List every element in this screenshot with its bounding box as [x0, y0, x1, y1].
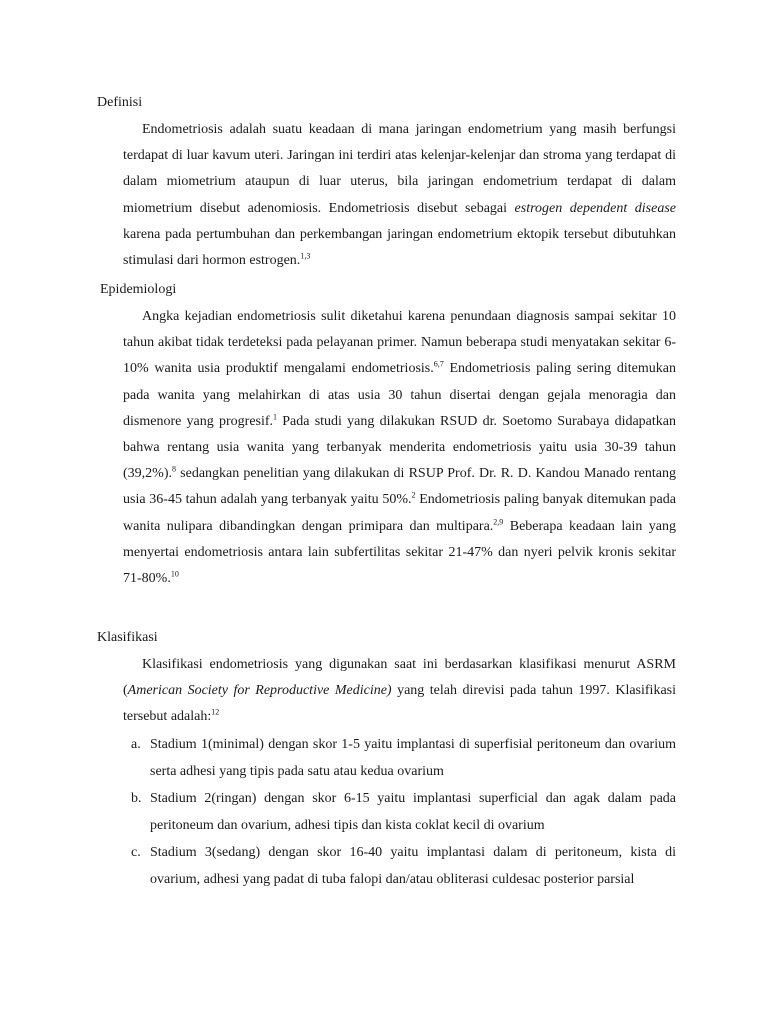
- heading-epidemiologi: Epidemiologi: [100, 282, 177, 297]
- epi-reference-2: 1: [273, 412, 278, 422]
- definisi-text-2: karena pada pertumbuhan dan perkembangan jaringan endometrium ektopik tersebut dibutuhkan stimulasi dari hormon estrogen.: [123, 226, 676, 269]
- list-item-marker: c.: [131, 845, 141, 861]
- epi-text-4: sedangkan penelitian yang dilakukan di RSUP Prof. Dr. R. D. Kandou Manado rentang usia 36-45 tahun adalah yang terbanyak yaitu 50%.: [123, 466, 676, 508]
- definisi-reference: 1,3: [300, 251, 311, 261]
- epi-reference-3: 8: [172, 464, 176, 474]
- stadium-list: [123, 732, 676, 895]
- epi-reference-6: 10: [170, 569, 179, 579]
- list-item: [123, 786, 676, 839]
- list-item-marker: a.: [131, 737, 141, 752]
- epi-text-1: Angka kejadian endometriosis sulit diketahui karena penundaan diagnosis sampai sekitar 10 tahun akibat tidak terdeteksi pada pelayanan primer. Namun beberapa studi menyatakan sekitar 6-10% wanita usia produktif mengalami endometriosis.: [123, 309, 676, 377]
- list-item-text: Stadium 1(minimal) dengan skor 1-5 yaitu implantasi di superfisial peritoneum dan ovarium serta adhesi yang tipis pada satu atau kedua ovarium: [150, 737, 676, 779]
- epi-reference-5: 2,9: [493, 516, 504, 526]
- epi-text-6: Beberapa keadaan lain yang menyertai endometriosis antara lain subfertilitas sekitar 21-47% dan nyeri pelvik kronis sekitar 71-80%.: [123, 518, 677, 587]
- klas-italic-term: American Society for Reproductive Medicine): [127, 683, 392, 699]
- list-item-text: Stadium 2(ringan) dengan skor 6-15 yaitu implantasi superficial dan agak dalam pada peritoneum dan ovarium, adhesi tipis dan kista coklat kecil di ovarium: [150, 791, 676, 833]
- list-item-marker: b.: [131, 791, 142, 807]
- klas-text-1: Klasifikasi endometriosis yang digunakan saat ini berdasarkan klasifikasi menurut ASRM (: [123, 657, 676, 699]
- paragraph-definisi: [123, 117, 676, 274]
- paragraph-epidemiologi: [123, 304, 676, 592]
- heading-klasifikasi: Klasifikasi: [97, 630, 158, 645]
- epi-text-2: Endometriosis paling sering ditemukan pada wanita yang melahirkan di atas usia 30 tahun disertai dengan gejala menoragia dan dismenore yang progresif.: [123, 361, 676, 429]
- list-item: [123, 840, 676, 893]
- epi-text-3: Pada studi yang dilakukan RSUD dr. Soetomo Surabaya didapatkan bahwa rentang usia wanita yang terbanyak menderita endometriosis yaitu usia 30-39 tahun (39,2%).: [123, 413, 676, 482]
- paragraph-klasifikasi: [123, 652, 676, 731]
- definisi-text-1: Endometriosis adalah suatu keadaan di mana jaringan endometrium yang masih berfungsi terdapat di luar kavum uteri. Jaringan ini terdiri atas kelenjar-kelenjar dan stroma yang terdapat di dalam miometrium ataupun di luar uterus, bila jaringan endometrium terdapat di dalam miometrium disebut adenomiosis. Endometriosis disebut sebagai: [123, 122, 676, 216]
- heading-definisi: Definisi: [97, 95, 143, 110]
- epi-text-5: Endometriosis paling banyak ditemukan pada wanita nulipara dibandingkan dengan primipara dan multipara.: [123, 492, 676, 534]
- list-item: [123, 732, 676, 785]
- epi-reference-4: 2: [411, 490, 416, 500]
- epi-reference-1: 6,7: [433, 359, 444, 369]
- definisi-italic-term: estrogen dependent disease: [514, 200, 676, 216]
- klas-text-2: yang telah direvisi pada tahun 1997. Klasifikasi tersebut adalah:: [123, 683, 677, 725]
- klas-reference: 12: [211, 707, 220, 717]
- list-item-text: Stadium 3(sedang) dengan skor 16-40 yaitu implantasi dalam di peritoneum, kista di ovarium, adhesi yang padat di tuba falopi dan/atau obliterasi culdesac posterior parsial: [150, 845, 676, 887]
